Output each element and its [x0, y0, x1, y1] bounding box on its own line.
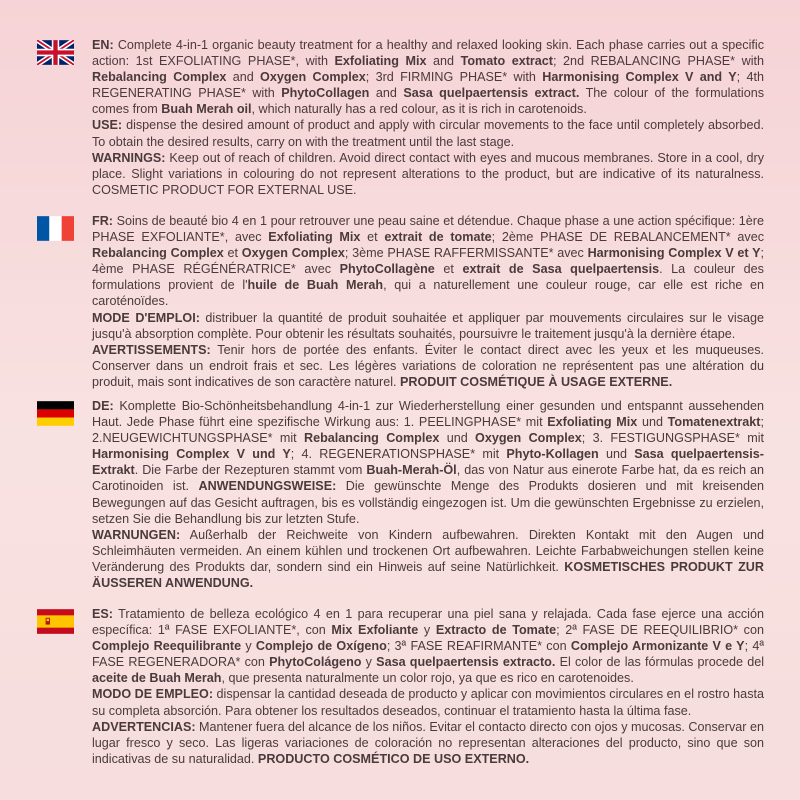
text-run: , que presenta naturalmente un color rojo, ya que es rico en carotenoides. [221, 671, 634, 686]
paragraph [92, 310, 764, 342]
france-flag-icon [37, 216, 74, 241]
bold-run: Buah Merah oil [161, 102, 252, 117]
bold-run: Exfoliating Mix [334, 54, 427, 69]
text-run: ; 4th REGENERATING PHASE* with [92, 70, 764, 101]
text-run: et [223, 246, 242, 261]
text-run: El color de las fórmulas procede del [555, 655, 765, 670]
text-run: ; 3ème PHASE RAFFERMISSANTE* avec [344, 246, 588, 261]
bold-run: ADVERTENCIAS: [92, 719, 196, 734]
text-run: et [360, 230, 385, 245]
paragraph [92, 606, 764, 686]
bold-run: Oxygen Complex [475, 431, 582, 446]
text-run: ; 4. REGENERATIONSPHASE* mit [290, 447, 507, 462]
paragraph [92, 37, 764, 117]
bold-run: FR: [92, 214, 113, 228]
text-run: Keep out of reach of children. Avoid direct contact with eyes and mucous membranes. Store in a cool, dry place. Slight variations in colouring do not represent alterations to the product, but are indicative of its naturalness. COSMETIC PRODUCT FOR EXTERNAL USE. [92, 150, 764, 197]
text-run: ; 2.NEUGEWICHTUNGSPHASE* mit [92, 415, 765, 446]
bold-run: Exfoliating Mix [268, 230, 361, 245]
bold-run: PhytoCollagen [281, 86, 370, 101]
bold-run: Harmonising Complex V et Y [587, 246, 761, 261]
bold-run: AVERTISSEMENTS: [92, 342, 211, 357]
text-run: ; 2ª FASE DE REEQUILIBRIO* con [556, 623, 764, 638]
text-run: et [434, 262, 463, 277]
bold-run: DE: [92, 399, 114, 413]
text-run: and [426, 54, 461, 69]
paragraph [92, 342, 764, 390]
section-text [92, 606, 764, 767]
section-text [92, 213, 764, 390]
text-run: y [418, 623, 436, 638]
bold-run: EN: [92, 38, 114, 52]
bold-run: Oxygen Complex [241, 246, 345, 261]
text-run: ; 3ª FASE REAFIRMANTE* con [386, 639, 571, 654]
bold-run: Oxygen Complex [260, 70, 366, 85]
text-run: y [361, 655, 377, 670]
paragraph [92, 719, 764, 767]
bold-run: PhytoColágeno [269, 655, 362, 670]
section-text [92, 398, 764, 591]
text-run: Mantener fuera del alcance de los niños. Evitar el contacto directo con ojos y mucosas. Conservar en lugar fresco y seco. Las ligeras variaciones de coloración no representan alteraciones del producto, sino que son indicativas de su naturalidad. [92, 719, 764, 766]
bold-run: WARNUNGEN: [92, 527, 181, 542]
text-run: Komplette Bio-Schönheitsbehandlung 4-in-1 zur Wiederherstellung einer gesunden und entspannt aussehenden Haut. Jede Phase führt eine spezifische Wirkung aus: 1. PEELINGPHASE* mit [92, 399, 764, 430]
bold-run: huile de Buah Merah [247, 278, 384, 293]
bold-run: extrait de Sasa quelpaertensis [462, 262, 660, 277]
paragraph [92, 117, 764, 149]
paragraph [92, 398, 764, 527]
paragraph [92, 686, 764, 718]
text-run: , which naturally has a red colour, as it is rich in carotenoids. [251, 102, 587, 117]
bold-run: Phyto-Kollagen [506, 447, 599, 462]
paragraph [92, 150, 764, 198]
text-run: und [598, 447, 635, 462]
bold-run: PRODUCTO COSMÉTICO DE USO EXTERNO. [257, 751, 530, 766]
text-run: , qui a naturellement une couleur rouge, car elle est riche en caroténoïdes. [92, 278, 764, 309]
bold-run: Complejo Armonizante V e Y [570, 639, 745, 654]
bold-run: KOSMETISCHES PRODUKT ZUR ÄUSSEREN ANWENDUNG. [92, 559, 764, 591]
text-run: ; 4ª FASE REGENERADORA* con [92, 639, 764, 670]
bold-run: MODE D'EMPLOI: [92, 310, 200, 325]
bold-run: Rebalancing Complex [92, 70, 227, 85]
text-run: Außerhalb der Reichweite von Kindern aufbewahren. Direkten Kontakt mit den Augen und Schleimhäuten vermeiden. An einem kühlen und trockenen Ort aufbewahren. Leichte Farbabweichungen stellen keine Veränderung des Produkts dar, sondern sind ein Hinweis auf seine Natürlichkeit. [92, 527, 764, 574]
text-run: Tratamiento de belleza ecológico 4 en 1 para recuperar una piel sana y relajada. Cada fase ejerce una acción específica: 1ª FASE EXFOLIANTE*, con [92, 607, 764, 638]
bold-run: Sasa quelpaertensis-Extrakt [92, 447, 765, 478]
bold-run: Complejo Reequilibrante [92, 639, 242, 654]
text-run: dispense the desired amount of product and apply with circular movements to the face until completely absorbed. To obtain the desired results, carry on with the treatment until the last stage. [92, 118, 764, 149]
bold-run: Sasa quelpaertensis extracto. [376, 655, 556, 670]
text-run: ; 3rd FIRMING PHASE* with [365, 70, 543, 85]
bold-run: Harmonising Complex V und Y [92, 447, 291, 462]
text-run: Die gewünschte Menge des Produkts dosieren und mit kreisenden Bewegungen auf das Gesicht auftragen, bis es vollständig eingezogen ist. Um die gewünschten Ergebnisse zu erzielen, setzen Sie die Behandlung bis zur letzten Stufe. [92, 479, 764, 526]
text-run: dispensar la cantidad deseada de producto y aplicar con movimientos circulares en el rostro hasta su completa absorción. Para obtener los resultados deseados, continuar el tratamiento hasta la última fase. [92, 687, 764, 718]
bold-run: USE: [92, 118, 123, 133]
bold-run: Sasa quelpaertensis extract. [403, 86, 580, 101]
bold-run: extrait de tomate [384, 230, 492, 245]
text-run: und [439, 431, 476, 446]
bold-run: Tomatenextrakt [667, 415, 761, 430]
bold-run: PRODUIT COSMÉTIQUE À USAGE EXTERNE. [400, 374, 673, 389]
bold-run: Complejo de Oxígeno [255, 639, 387, 654]
text-run: ; 2ème PHASE DE REBALANCEMENT* avec [491, 230, 765, 245]
bold-run: Harmonising Complex V and Y [542, 70, 737, 85]
text-run: und [637, 415, 668, 430]
bold-run: Exfoliating Mix [547, 415, 638, 430]
text-run: and [369, 86, 404, 101]
bold-run: WARNINGS: [92, 150, 166, 165]
text-run: ; 2nd REBALANCING PHASE* with [553, 54, 765, 69]
bold-run: MODO DE EMPLEO: [92, 687, 214, 702]
paragraph [92, 527, 764, 591]
text-run: . La couleur des formulations provient de l' [92, 262, 764, 293]
text-run: ; 4ème PHASE RÉGÉNÉRATRICE* avec [92, 246, 764, 277]
text-run: The colour of the formulations comes from [92, 86, 765, 117]
text-run: and [226, 70, 261, 85]
bold-run: Rebalancing Complex [303, 431, 440, 446]
germany-flag-icon [37, 401, 74, 426]
text-run: distribuer la quantité de produit souhaitée et appliquer par mouvements circulaires sur le visage jusqu'à absorption complète. Pour obtenir les résultats souhaités, poursuivre le traitement jusqu'à la dernière étape. [92, 310, 765, 341]
text-run: Soins de beauté bio 4 en 1 pour retrouver une peau saine et détendue. Chaque phase a une action spécifique: 1ère PHASE EXFOLIANTE*, avec [92, 214, 764, 245]
paragraph [92, 213, 764, 310]
spain-flag-icon [37, 609, 74, 634]
text-run: ; 3. FESTIGUNGSPHASE* mit [581, 431, 764, 446]
bold-run: ES: [92, 607, 113, 621]
uk-flag-icon [37, 40, 74, 65]
bold-run: PhytoCollagène [339, 262, 435, 277]
bold-run: Tomato extract [460, 54, 553, 69]
bold-run: Buah-Merah-Öl [366, 463, 457, 478]
text-run: Tenir hors de portée des enfants. Éviter le contact direct avec les yeux et les muqueuses. Conserver dans un endroit frais et sec. Les légères variations de coloration ne représentent pas une altération du produit, mais sont indicatives de son caractère naturel. [92, 342, 764, 389]
bold-run: aceite de Buah Merah [92, 671, 222, 686]
text-run: . Die Farbe der Rezepturen stammt vom [134, 463, 367, 478]
bold-run: Mix Exfoliante [331, 623, 419, 638]
bold-run: Rebalancing Complex [92, 246, 224, 261]
bold-run: ANWENDUNGSWEISE: [198, 479, 337, 494]
text-run: Complete 4-in-1 organic beauty treatment for a healthy and relaxed looking skin. Each phase carries out a specific action: 1st EXFOLIATING PHASE*, with [92, 38, 764, 69]
bold-run: Extracto de Tomate [435, 623, 557, 638]
text-run: , das von Natur aus einerote Farbe hat, da es reich an Carotinoiden ist. [92, 463, 764, 494]
section-text [92, 37, 764, 198]
text-run: y [241, 639, 256, 654]
